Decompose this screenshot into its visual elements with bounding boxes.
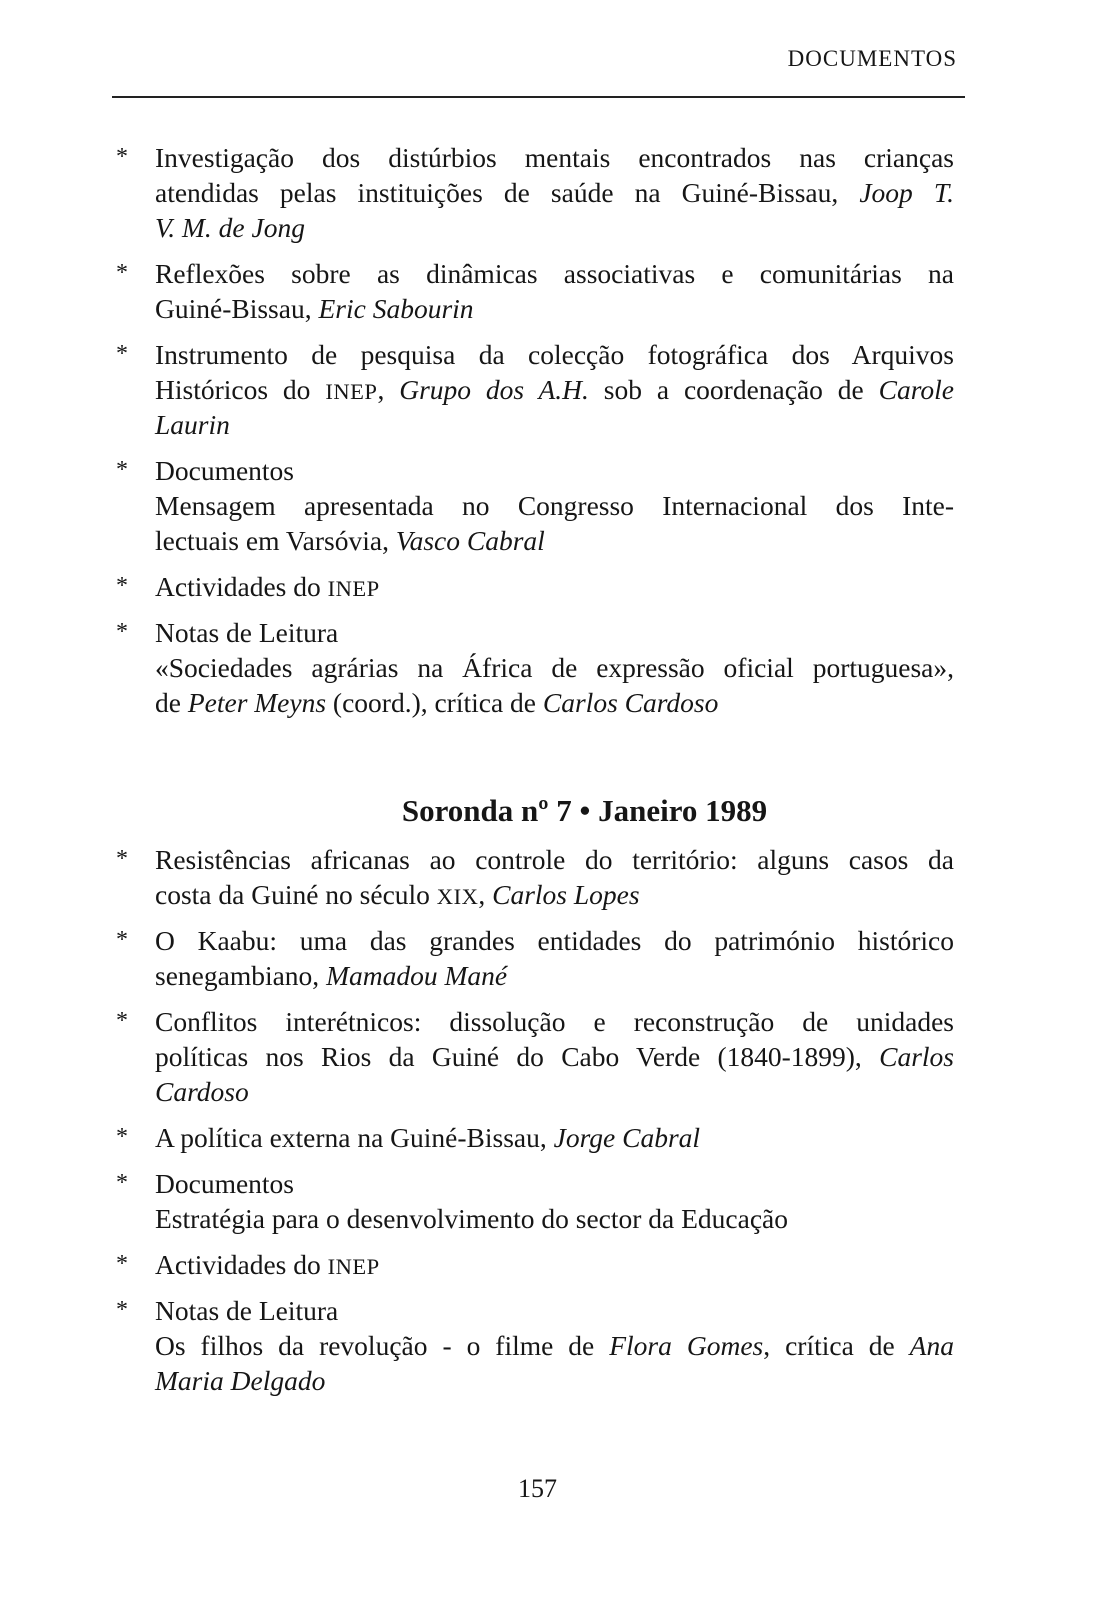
text-segment: Guiné-Bissau, [155,293,319,324]
list-item [0,615,1109,720]
list-item [0,842,1109,912]
text-line [155,1039,954,1074]
text-segment: Resistências africanas ao controle do território: alguns casos da [155,844,954,875]
list-item [0,1247,1109,1282]
text-line [155,1166,954,1201]
text-line [155,291,954,326]
page-number: 157 [518,1474,557,1503]
text-line [155,488,954,523]
text-line [155,140,954,175]
text-line [155,1074,954,1109]
text-line [155,175,954,210]
asterisk-bullet: * [116,927,128,953]
author-name: Carlos Lopes [492,879,640,910]
text-line [155,685,954,720]
text-line [155,523,954,558]
text-line [155,877,954,912]
text-line [155,1004,954,1039]
author-name: Grupo dos A.H. [399,374,589,405]
text-line [155,1247,954,1282]
author-name: Carlos [879,1041,954,1072]
text-line [155,1120,954,1155]
list-item [0,1293,1109,1398]
author-name: Laurin [155,409,230,440]
list-item [0,453,1109,558]
text-line [155,1293,954,1328]
author-name: Mamadou Mané [326,960,508,991]
text-segment: Conflitos interétnicos: dissolução e reconstrução de unidades [155,1006,954,1037]
text-line [155,923,954,958]
list-item [0,923,1109,993]
asterisk-bullet: * [116,144,128,170]
asterisk-bullet: * [116,1297,128,1323]
author-name: Maria Delgado [155,1365,326,1396]
list-item [0,1166,1109,1236]
text-segment: lectuais em Varsóvia, [155,525,396,556]
asterisk-bullet: * [116,457,128,483]
text-segment: Actividades do [155,1249,328,1280]
asterisk-bullet: * [116,1251,128,1277]
author-name: Ana [909,1330,954,1361]
text-segment: Históricos do [155,374,326,405]
asterisk-bullet: * [116,1124,128,1150]
running-header: DOCUMENTOS [787,46,957,71]
section-soronda-7 [0,788,1109,1409]
text-segment: XIX [436,884,479,909]
text-segment: senegambiano, [155,960,327,991]
text-line [155,569,954,604]
text-line [155,337,954,372]
list-item [0,1004,1109,1109]
text-segment: políticas nos Rios da Guiné do Cabo Verde (1840-1899), [155,1041,880,1072]
author-name: Joop T. [859,177,954,208]
header-rule [112,96,965,98]
asterisk-bullet: * [116,573,128,599]
text-segment: costa da Guiné no século [155,879,437,910]
text-line [155,210,954,245]
asterisk-bullet: * [116,1170,128,1196]
text-segment: Reflexões sobre as dinâmicas associativas e comunitárias na [155,258,954,289]
text-line [155,1201,954,1236]
text-line [155,407,954,442]
author-name: Cardoso [155,1076,249,1107]
text-segment: Documentos [155,1168,295,1199]
text-segment: (coord.), crítica de [326,687,543,718]
text-segment: Actividades do [155,571,328,602]
text-segment: A política externa na Guiné-Bissau, [155,1122,554,1153]
text-segment: , crítica de [763,1330,910,1361]
text-segment: Mensagem apresentada no Congresso Internacional dos Inte- [155,490,954,521]
text-segment: sob a coordenação de [588,374,879,405]
asterisk-bullet: * [116,260,128,286]
text-segment: Notas de Leitura [155,1295,339,1326]
text-segment: Documentos [155,455,295,486]
text-segment: INEP [327,1254,380,1279]
text-line [155,453,954,488]
list-item [0,569,1109,604]
text-segment: «Sociedades agrárias na África de expressão oficial portuguesa», [155,652,954,683]
author-name: Vasco Cabral [395,525,545,556]
author-name: Carlos Cardoso [542,687,719,718]
text-segment: de [155,687,188,718]
issue-title: Soronda nº 7 • Janeiro 1989 [401,793,768,828]
text-line [155,842,954,877]
text-line [155,958,954,993]
author-name: Eric Sabourin [318,293,474,324]
list-item [0,1120,1109,1155]
asterisk-bullet: * [116,341,128,367]
author-name: Flora Gomes [609,1330,764,1361]
text-segment: Notas de Leitura [155,617,339,648]
author-name: V. M. de Jong [155,212,305,243]
text-line [155,1328,954,1363]
text-line [155,256,954,291]
section-previous-issue [0,140,1109,731]
asterisk-bullet: * [116,1008,128,1034]
text-segment: atendidas pelas instituições de saúde na Guiné-Bissau, [155,177,860,208]
text-line [155,615,954,650]
text-segment: O Kaabu: uma das grandes entidades do património histórico [155,925,954,956]
text-segment: Instrumento de pesquisa da colecção fotográfica dos Arquivos [155,339,954,370]
text-line [155,372,954,407]
text-segment: , [377,374,400,405]
text-line [155,1363,954,1398]
asterisk-bullet: * [116,846,128,872]
text-segment: Os filhos da revolução - o filme de [155,1330,610,1361]
author-name: Peter Meyns [187,687,327,718]
list-item [0,140,1109,245]
text-segment: , [478,879,493,910]
text-segment: Investigação dos distúrbios mentais encontrados nas crianças [155,142,954,173]
text-line [155,650,954,685]
author-name: Carole [878,374,954,405]
asterisk-bullet: * [116,619,128,645]
text-segment: Estratégia para o desenvolvimento do sector da Educação [155,1203,789,1234]
text-segment: INEP [325,379,378,404]
list-item [0,256,1109,326]
list-item [0,337,1109,442]
author-name: Jorge Cabral [553,1122,701,1153]
text-segment: INEP [327,576,380,601]
